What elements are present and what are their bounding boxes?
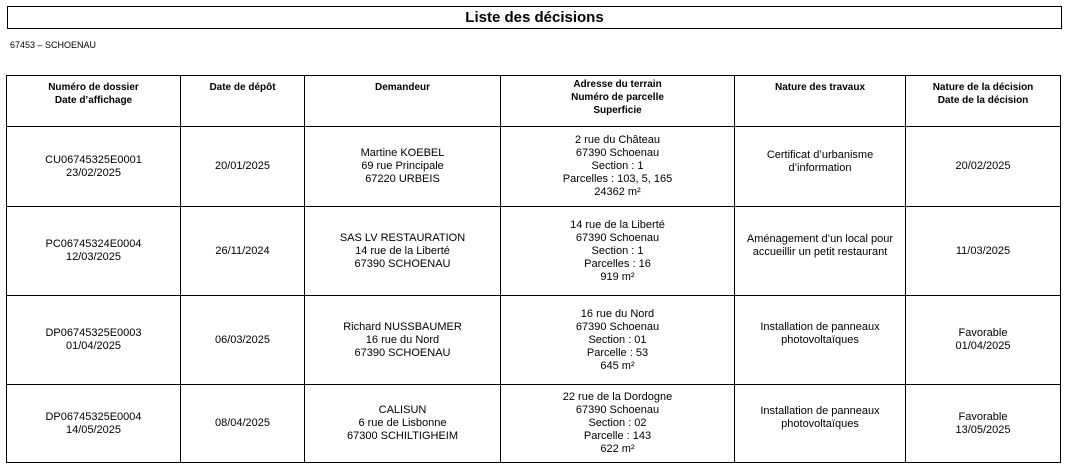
cell-dossier: DP06745325E0004 14/05/2025 — [7, 385, 181, 463]
cell-adresse: 16 rue du Nord 67390 Schoenau Section : 01 Parcelle : 53 645 m² — [501, 296, 735, 385]
header-decision: Nature de la décision Date de la décision — [906, 76, 1061, 127]
cell-decision: 11/03/2025 — [906, 207, 1061, 296]
header-dossier: Numéro de dossier Date d’affichage — [7, 76, 181, 127]
table-row — [7, 296, 1061, 385]
header-adresse: Adresse du terrain Numéro de parcelle Superficie — [501, 76, 735, 127]
table-row — [7, 385, 1061, 463]
header-demandeur: Demandeur — [305, 76, 501, 127]
cell-travaux: Certificat d’urbanisme d’information — [735, 127, 906, 207]
cell-decision: 20/02/2025 — [906, 127, 1061, 207]
page-title-box — [7, 6, 1062, 29]
cell-demandeur: Richard NUSSBAUMER 16 rue du Nord 67390 SCHOENAU — [305, 296, 501, 385]
cell-demandeur: Martine KOEBEL 69 rue Principale 67220 URBEIS — [305, 127, 501, 207]
cell-depot: 06/03/2025 — [181, 296, 305, 385]
cell-decision: Favorable 13/05/2025 — [906, 385, 1061, 463]
cell-demandeur: SAS LV RESTAURATION 14 rue de la Liberté 67390 SCHOENAU — [305, 207, 501, 296]
cell-dossier: DP06745325E0003 01/04/2025 — [7, 296, 181, 385]
cell-depot: 08/04/2025 — [181, 385, 305, 463]
table-header-row — [7, 76, 1061, 127]
cell-travaux: Installation de panneaux photovoltaïques — [735, 385, 906, 463]
decisions-table — [6, 75, 1061, 463]
cell-travaux: Installation de panneaux photovoltaïques — [735, 296, 906, 385]
header-depot: Date de dépôt — [181, 76, 305, 127]
cell-adresse: 2 rue du Château 67390 Schoenau Section : 1 Parcelles : 103, 5, 165 24362 m² — [501, 127, 735, 207]
cell-demandeur: CALISUN 6 rue de Lisbonne 67300 SCHILTIGHEIM — [305, 385, 501, 463]
cell-depot: 20/01/2025 — [181, 127, 305, 207]
cell-adresse: 22 rue de la Dordogne 67390 Schoenau Section : 02 Parcelle : 143 622 m² — [501, 385, 735, 463]
cell-dossier: CU06745325E0001 23/02/2025 — [7, 127, 181, 207]
cell-decision: Favorable 01/04/2025 — [906, 296, 1061, 385]
table-row — [7, 127, 1061, 207]
cell-dossier: PC06745324E0004 12/03/2025 — [7, 207, 181, 296]
commune-label: 67453 – SCHOENAU — [10, 40, 97, 50]
page-title: Liste des décisions — [465, 9, 604, 26]
cell-travaux: Aménagement d’un local pour accueillir un petit restaurant — [735, 207, 906, 296]
table-row — [7, 207, 1061, 296]
header-travaux: Nature des travaux — [735, 76, 906, 127]
cell-adresse: 14 rue de la Liberté 67390 Schoenau Section : 1 Parcelles : 16 919 m² — [501, 207, 735, 296]
cell-depot: 26/11/2024 — [181, 207, 305, 296]
